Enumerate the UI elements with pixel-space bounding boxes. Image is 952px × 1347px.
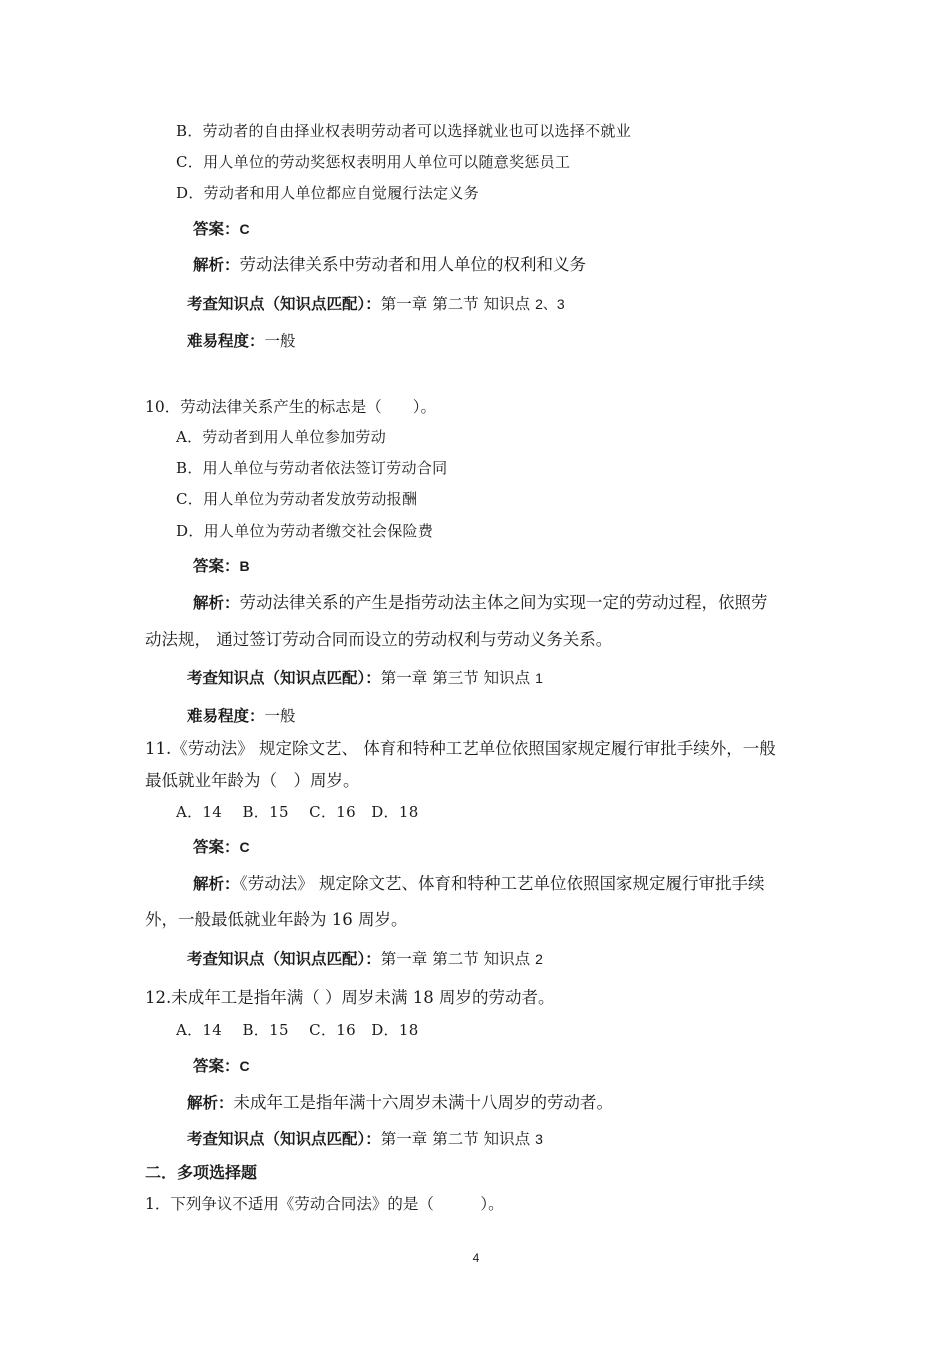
knowledge-point-text: 第一章 第二节 知识点 [380, 1130, 536, 1148]
page-number: 4 [472, 1251, 480, 1265]
explanation-label: 解析： [193, 875, 240, 893]
q9-option-c: C．用人单位的劳动奖惩权表明用人单位可以随意奖惩员工 [176, 153, 571, 171]
knowledge-point-text: 第一章 第二节 知识点 [380, 295, 536, 313]
answer-value: B [239, 558, 250, 574]
difficulty-value: 一般 [264, 332, 296, 350]
answer-label: 答案： [193, 1057, 240, 1075]
q10-difficulty [187, 706, 296, 726]
difficulty-label: 难易程度： [187, 332, 265, 350]
q12-stem: 12.未成年工是指年满（ ）周岁未满 18 周岁的劳动者。 [145, 988, 555, 1007]
q10-explanation-line2: 动法规， 通过签订劳动合同而设立的劳动权利与劳动义务关系。 [145, 630, 613, 649]
knowledge-point-number: 1 [535, 670, 543, 686]
q11-stem-line1: 11.《劳动法》 规定除文艺、 体育和特种工艺单位依照国家规定履行审批手续外，一般 [145, 739, 776, 758]
explanation-label: 解析： [193, 256, 240, 274]
answer-label: 答案： [193, 838, 240, 856]
explanation-label: 解析： [187, 1094, 234, 1112]
q9-difficulty [187, 331, 296, 351]
answer-value: C [239, 221, 250, 237]
q12-answer [193, 1056, 250, 1076]
q10-option-a: A．劳动者到用人单位参加劳动 [176, 428, 387, 446]
q10-stem: 10．劳动法律关系产生的标志是（ ）。 [145, 398, 436, 416]
q9-option-b: B．劳动者的自由择业权表明劳动者可以选择就业也可以选择不就业 [176, 122, 632, 140]
knowledge-point-label: 考查知识点（知识点匹配）： [187, 669, 381, 687]
q11-explanation-line2: 外，一般最低就业年龄为 16 周岁。 [145, 910, 408, 929]
q11-stem-line2: 最低就业年龄为（ ）周岁。 [145, 771, 360, 790]
explanation-text: 《劳动法》 规定除文艺、体育和特种工艺单位依照国家规定履行审批手续 [239, 874, 765, 893]
section-heading: 二．多项选择题 [145, 1163, 258, 1182]
q10-option-c: C．用人单位为劳动者发放劳动报酬 [176, 490, 418, 508]
q9-answer [193, 219, 250, 239]
knowledge-point-number: 2、3 [535, 296, 565, 312]
q10-option-d: D．用人单位为劳动者缴交社会保险费 [176, 522, 434, 540]
explanation-label: 解析： [193, 594, 240, 612]
explanation-text: 劳动法律关系中劳动者和用人单位的权利和义务 [239, 255, 587, 274]
knowledge-point-number: 2 [535, 951, 543, 967]
q10-explanation-line1 [193, 593, 768, 613]
answer-value: C [239, 1058, 250, 1074]
q9-option-d: D．劳动者和用人单位都应自觉履行法定义务 [176, 184, 480, 202]
q12-options: A．14 B．15 C．16 D．18 [176, 1021, 419, 1039]
knowledge-point-label: 考查知识点（知识点匹配）： [187, 295, 381, 313]
knowledge-point-text: 第一章 第三节 知识点 [380, 669, 536, 687]
answer-value: C [239, 839, 250, 855]
answer-label: 答案： [193, 220, 240, 238]
q12-explanation [187, 1093, 613, 1113]
q11-explanation-line1 [193, 874, 765, 894]
q12-knowledge-point [187, 1129, 543, 1149]
section2-q1-stem: 1．下列争议不适用《劳动合同法》的是（ ）。 [145, 1195, 504, 1213]
answer-label: 答案： [193, 557, 240, 575]
difficulty-label: 难易程度： [187, 707, 265, 725]
q10-option-b: B．用人单位与劳动者依法签订劳动合同 [176, 459, 448, 477]
q9-explanation [193, 255, 586, 275]
q11-options: A．14 B．15 C．16 D．18 [176, 803, 419, 821]
knowledge-point-label: 考查知识点（知识点匹配）： [187, 1130, 381, 1148]
q9-knowledge-point [187, 294, 565, 314]
explanation-text: 劳动法律关系的产生是指劳动法主体之间为实现一定的劳动过程，依照劳 [239, 593, 768, 612]
knowledge-point-label: 考查知识点（知识点匹配）： [187, 950, 381, 968]
explanation-text: 未成年工是指年满十六周岁未满十八周岁的劳动者。 [233, 1093, 614, 1112]
q10-answer [193, 556, 250, 576]
q11-knowledge-point [187, 949, 543, 969]
q10-knowledge-point [187, 668, 543, 688]
q11-answer [193, 837, 250, 857]
knowledge-point-number: 3 [535, 1131, 543, 1147]
difficulty-value: 一般 [264, 707, 296, 725]
knowledge-point-text: 第一章 第二节 知识点 [380, 950, 536, 968]
